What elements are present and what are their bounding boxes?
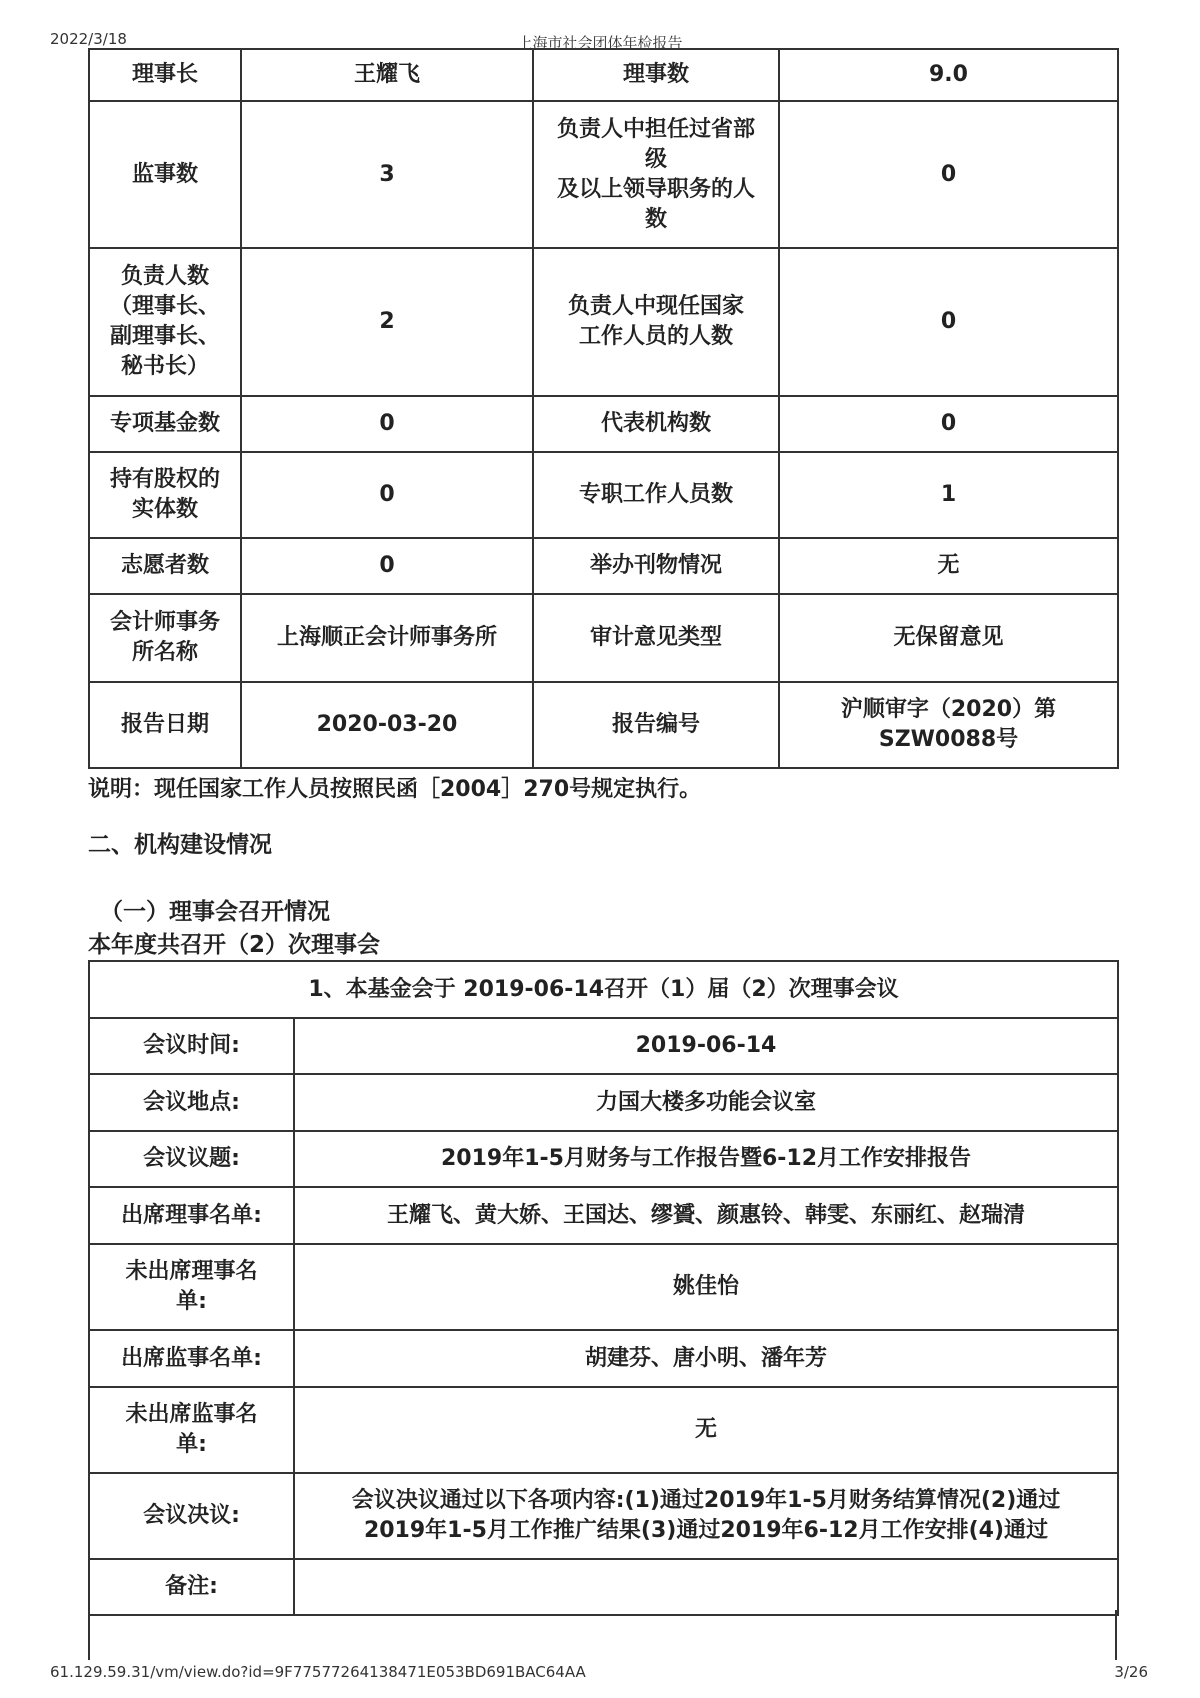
cell-value: 0 <box>779 101 1118 248</box>
table-row <box>89 1018 1118 1074</box>
table-row <box>89 396 1118 452</box>
cell-label: 理事数 <box>533 49 779 101</box>
cell-value: 无保留意见 <box>779 594 1118 682</box>
cell-label: 审计意见类型 <box>533 594 779 682</box>
table-row <box>89 1131 1118 1187</box>
cell-label: 报告日期 <box>89 682 241 768</box>
cell-label: 负责人数 （理事长、 副理事长、 秘书长） <box>89 248 241 396</box>
cell-label: 理事长 <box>89 49 241 101</box>
cell-value: 王耀飞 <box>241 49 533 101</box>
cell-label: 专职工作人员数 <box>533 452 779 538</box>
cell-label: 专项基金数 <box>89 396 241 452</box>
meeting-title: 1、本基金会于 2019-06-14召开（1）届（2）次理事会议 <box>89 961 1118 1018</box>
table-row <box>89 1387 1118 1473</box>
cell-value: 3 <box>241 101 533 248</box>
cell-value: 2019-06-14 <box>294 1018 1118 1074</box>
cell-value: 0 <box>779 396 1118 452</box>
cell-value: 王耀飞、黄大娇、王国达、缪贇、颜惠铃、韩雯、东丽红、赵瑞清 <box>294 1187 1118 1244</box>
cell-value: 无 <box>294 1387 1118 1473</box>
cell-value: 2020-03-20 <box>241 682 533 768</box>
cell-value: 1 <box>779 452 1118 538</box>
cell-label: 会议地点: <box>89 1074 294 1131</box>
cell-value: 无 <box>779 538 1118 594</box>
page-number: 3/26 <box>1114 1663 1148 1681</box>
cell-label: 志愿者数 <box>89 538 241 594</box>
cell-label: 出席监事名单: <box>89 1330 294 1387</box>
cell-value: 沪顺审字（2020）第 SZW0088号 <box>779 682 1118 768</box>
cell-value: 0 <box>779 248 1118 396</box>
cell-label: 会议议题: <box>89 1131 294 1187</box>
explanation-note: 说明：现任国家工作人员按照民函［2004］270号规定执行。 <box>88 777 702 802</box>
table-row <box>89 1244 1118 1330</box>
table-row <box>89 1559 1118 1615</box>
cell-label: 会议时间: <box>89 1018 294 1074</box>
cell-value: 2 <box>241 248 533 396</box>
cell-label: 出席理事名单: <box>89 1187 294 1244</box>
cell-value: 姚佳怡 <box>294 1244 1118 1330</box>
cell-label: 未出席监事名 单: <box>89 1387 294 1473</box>
cell-label: 负责人中担任过省部 级 及以上领导职务的人 数 <box>533 101 779 248</box>
next-table-continuation <box>88 1610 1117 1660</box>
subsection-title: （一）理事会召开情况 <box>100 899 330 925</box>
table-row <box>89 101 1118 248</box>
cell-value: 9.0 <box>779 49 1118 101</box>
table-row <box>89 49 1118 101</box>
page-header-title: 上海市社会团体年检报告 <box>517 34 683 52</box>
cell-label: 会议决议: <box>89 1473 294 1559</box>
cell-value: 0 <box>241 538 533 594</box>
cell-value: 胡建芬、唐小明、潘年芳 <box>294 1330 1118 1387</box>
cell-label: 负责人中现任国家 工作人员的人数 <box>533 248 779 396</box>
cell-value: 会议决议通过以下各项内容:(1)通过2019年1-5月财务结算情况(2)通过 2019年1-5月工作推广结果(3)通过2019年6-12月工作安排(4)通过 <box>294 1473 1118 1559</box>
table-row <box>89 538 1118 594</box>
cell-value: 上海顺正会计师事务所 <box>241 594 533 682</box>
cell-label: 未出席理事名 单: <box>89 1244 294 1330</box>
cell-label: 监事数 <box>89 101 241 248</box>
cell-value: 0 <box>241 452 533 538</box>
meeting-count: 本年度共召开（2）次理事会 <box>88 932 381 958</box>
section-title: 二、机构建设情况 <box>88 832 272 858</box>
cell-label: 代表机构数 <box>533 396 779 452</box>
table-row <box>89 682 1118 768</box>
table-row <box>89 1074 1118 1131</box>
table-row <box>89 1473 1118 1559</box>
cell-value: 力国大楼多功能会议室 <box>294 1074 1118 1131</box>
cell-label: 备注: <box>89 1559 294 1615</box>
cell-label: 会计师事务 所名称 <box>89 594 241 682</box>
cell-label: 举办刊物情况 <box>533 538 779 594</box>
cell-label: 持有股权的 实体数 <box>89 452 241 538</box>
basic-info-table <box>88 48 1119 769</box>
table-row <box>89 248 1118 396</box>
print-date: 2022/3/18 <box>50 30 127 48</box>
table-row <box>89 452 1118 538</box>
meeting-table <box>88 960 1119 1616</box>
cell-value: 0 <box>241 396 533 452</box>
table-row <box>89 961 1118 1018</box>
cell-label: 报告编号 <box>533 682 779 768</box>
cell-value <box>294 1559 1118 1615</box>
table-row <box>89 1187 1118 1244</box>
table-row <box>89 1330 1118 1387</box>
table-row <box>89 594 1118 682</box>
page-url: 61.129.59.31/vm/view.do?id=9F77577264138471E053BD691BAC64AA <box>50 1663 586 1681</box>
cell-value: 2019年1-5月财务与工作报告暨6-12月工作安排报告 <box>294 1131 1118 1187</box>
